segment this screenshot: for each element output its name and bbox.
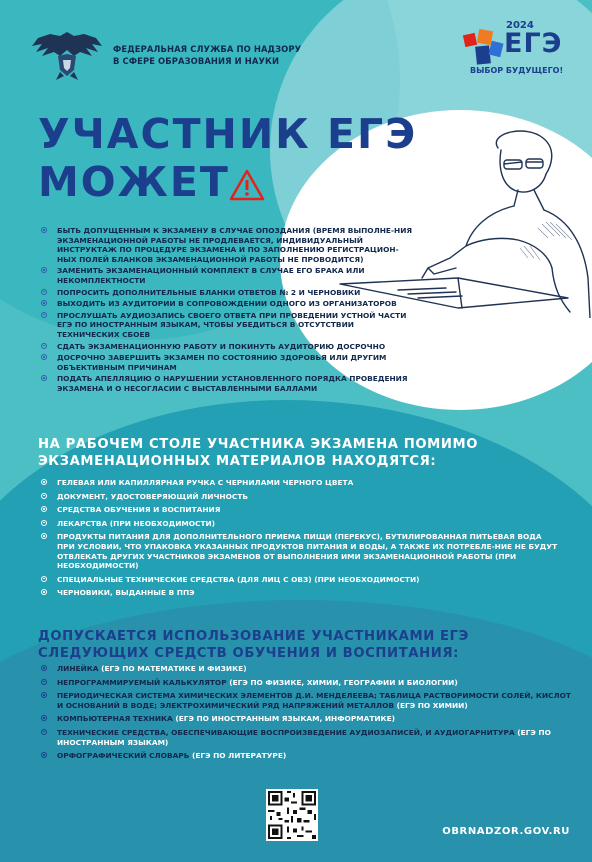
list-item-note: (ЕГЭ ПО ИНОСТРАННЫМ ЯЗЫКАМ) xyxy=(57,727,551,747)
section-heading: ДОПУСКАЕТСЯ ИСПОЛЬЗОВАНИЕ УЧАСТНИКАМИ ЕГЭ СЛЕДУЮЩИХ СРЕДСТВ ОБУЧЕНИЯ И ВОСПИТАНИЯ: xyxy=(38,629,469,661)
bullet-icon xyxy=(41,493,47,499)
bullet-icon xyxy=(41,312,47,318)
list-item xyxy=(38,353,418,372)
list-item xyxy=(38,288,418,298)
rights-list xyxy=(38,226,418,396)
list-item-note: (ЕГЭ ПО ФИЗИКЕ, ХИМИИ, ГЕОГРАФИИ И БИОЛОГИИ) xyxy=(229,677,458,687)
list-item xyxy=(38,266,418,285)
list-item-text: ПЕРИОДИЧЕСКАЯ СИСТЕМА ХИМИЧЕСКИХ ЭЛЕМЕНТОВ Д.И. МЕНДЕЛЕЕВА; ТАБЛИЦА РАСТВОРИМОСТИ СОЛЕЙ, КИСЛОТ И ОСНОВАНИЙ В ВОДЕ; ЭЛЕКТРОХИМИЧЕСКИЙ РЯД НАПРЯЖЕНИЙ МЕТАЛЛОВ xyxy=(57,691,571,710)
bullet-icon xyxy=(41,729,47,735)
bullet-icon xyxy=(41,479,47,485)
list-item-text: НЕПРОГРАММИРУЕМЫЙ КАЛЬКУЛЯТОР xyxy=(57,677,227,687)
list-item xyxy=(38,664,578,674)
list-item xyxy=(38,478,558,488)
bullet-icon xyxy=(41,576,47,582)
bullet-icon xyxy=(41,267,47,273)
list-item-text: ЧЕРНОВИКИ, ВЫДАННЫЕ В ППЭ xyxy=(57,588,195,598)
list-item-text: ДОСРОЧНО ЗАВЕРШИТЬ ЭКЗАМЕН ПО СОСТОЯНИЮ ЗДОРОВЬЯ ИЛИ ДРУГИМ ОБЪЕКТИВНЫМ ПРИЧИНАМ xyxy=(57,353,387,372)
list-item-text: СДАТЬ ЭКЗАМЕНАЦИОННУЮ РАБОТУ И ПОКИНУТЬ АУДИТОРИЮ ДОСРОЧНО xyxy=(57,341,386,351)
bullet-icon xyxy=(41,227,47,233)
organization-line: ФЕДЕРАЛЬНАЯ СЛУЖБА ПО НАДЗОРУ xyxy=(113,44,302,54)
bullet-icon xyxy=(41,715,47,721)
bullet-icon xyxy=(41,665,47,671)
list-item xyxy=(38,532,558,570)
list-item xyxy=(38,505,558,515)
list-item-text: ВЫХОДИТЬ ИЗ АУДИТОРИИ В СОПРОВОЖДЕНИИ ОДНОГО ИЗ ОРГАНИЗАТОРОВ xyxy=(57,299,397,309)
website-link[interactable]: OBRNADZOR.GOV.RU xyxy=(442,826,570,837)
bullet-icon xyxy=(41,506,47,512)
bullet-icon xyxy=(41,375,47,381)
list-item-note: (ЕГЭ ПО ИНОСТРАННЫМ ЯЗЫКАМ, ИНФОРМАТИКЕ) xyxy=(175,714,396,724)
qr-code[interactable] xyxy=(266,789,318,841)
list-item-text: ДОКУМЕНТ, УДОСТОВЕРЯЮЩИЙ ЛИЧНОСТЬ xyxy=(57,491,248,501)
ege-logo-year: 2024 xyxy=(506,20,534,31)
desk-items-list xyxy=(38,478,558,602)
list-item-note: (ЕГЭ ПО ХИМИИ) xyxy=(396,700,468,710)
organization-line: В СФЕРЕ ОБРАЗОВАНИЯ И НАУКИ xyxy=(113,56,280,66)
bullet-icon xyxy=(41,289,47,295)
list-item-note: (ЕГЭ ПО МАТЕМАТИКЕ И ФИЗИКЕ) xyxy=(101,664,247,673)
list-item xyxy=(38,691,578,710)
list-item xyxy=(38,342,418,352)
list-item-text: ТЕХНИЧЕСКИЕ СРЕДСТВА, ОБЕСПЕЧИВАЮЩИЕ ВОСПРОИЗВЕДЕНИЕ АУДИОЗАПИСЕЙ, И АУДИОГАРНИТУРА xyxy=(57,727,515,737)
list-item xyxy=(38,751,578,761)
list-item-text: КОМПЬЮТЕРНАЯ ТЕХНИКА xyxy=(57,714,173,724)
section-heading: НА РАБОЧЕМ СТОЛЕ УЧАСТНИКА ЭКЗАМЕНА ПОМИМО ЭКЗАМЕНАЦИОННЫХ МАТЕРИАЛОВ НАХОДЯТСЯ: xyxy=(38,437,479,469)
list-item-text: ЗАМЕНИТЬ ЭКЗАМЕНАЦИОННЫЙ КОМПЛЕКТ В СЛУЧАЕ ЕГО БРАКА ИЛИ НЕКОМПЛЕКТНОСТИ xyxy=(57,266,365,285)
list-item-text: ЛЕКАРСТВА (ПРИ НЕОБХОДИМОСТИ) xyxy=(57,518,216,528)
list-item-text: ОРФОГРАФИЧЕСКИЙ СЛОВАРЬ xyxy=(57,751,190,761)
list-item xyxy=(38,519,558,529)
list-item-text: ПОПРОСИТЬ ДОПОЛНИТЕЛЬНЫЕ БЛАНКИ ОТВЕТОВ № 2 И ЧЕРНОВИКИ xyxy=(57,287,361,297)
list-item-text: БЫТЬ ДОПУЩЕННЫМ К ЭКЗАМЕНУ В СЛУЧАЕ ОПОЗДАНИЯ (ВРЕМЯ ВЫПОЛНЕ-НИЯ ЭКЗАМЕНАЦИОННОЙ РАБОТЫ НЕ ПРОДЛЕВАЕТСЯ, ИНДИВИДУАЛЬНЫЙ ИНСТРУКТАЖ ПО ПРОЦЕДУРЕ ЭКЗАМЕНА И ПО ЗАПОЛНЕНИЮ РЕГИСТРАЦИОН-НЫХ ПОЛЕЙ БЛАНКОВ ЭКЗАМЕНАЦИОННОЙ РАБОТЫ НЕ ПРОВОДИТСЯ) xyxy=(57,226,413,264)
bullet-icon xyxy=(41,354,47,360)
list-item xyxy=(38,714,578,724)
bullet-icon xyxy=(41,300,47,306)
list-item xyxy=(38,588,558,598)
bullet-icon xyxy=(41,752,47,758)
list-item xyxy=(38,678,578,688)
title-line: МОЖЕТ xyxy=(38,158,230,206)
title-line: УЧАСТНИК ЕГЭ xyxy=(38,110,418,158)
list-item-note: (ЕГЭ ПО ЛИТЕРАТУРЕ) xyxy=(191,751,287,761)
bullet-icon xyxy=(41,679,47,685)
list-item-text: ПОДАТЬ АПЕЛЛЯЦИЮ О НАРУШЕНИИ УСТАНОВЛЕННОГО ПОРЯДКА ПРОВЕДЕНИЯ ЭКЗАМЕНА И О НЕСОГЛАСИИ С ВЫСТАВЛЕННЫМИ БАЛЛАМИ xyxy=(57,374,408,393)
list-item-text: СРЕДСТВА ОБУЧЕНИЯ И ВОСПИТАНИЯ xyxy=(57,505,221,515)
bullet-icon xyxy=(41,692,47,698)
list-item-text: ПРОДУКТЫ ПИТАНИЯ ДЛЯ ДОПОЛНИТЕЛЬНОГО ПРИЕМА ПИЩИ (ПЕРЕКУС), БУТИЛИРОВАННАЯ ПИТЬЕВАЯ ВОДА ПРИ УСЛОВИИ, ЧТО УПАКОВКА УКАЗАННЫХ ПРОДУКТОВ ПИТАНИЯ И ВОДЫ, А ТАКЖЕ ИХ ПОТРЕБЛЕ-НИЕ НЕ БУДУТ ОТВЛЕКАТЬ ДРУГИХ УЧАСТНИКОВ ЭКЗАМЕНОВ ОТ ВЫПОЛНЕНИЯ ИМИ ЭКЗАМЕНАЦИОННОЙ РАБОТЫ (ПРИ НЕОБХОДИМОСТИ) xyxy=(57,532,558,571)
rosobrnadzor-emblem-icon xyxy=(30,26,104,84)
list-item xyxy=(38,374,418,393)
list-item xyxy=(38,299,418,309)
list-item-text: ПРОСЛУШАТЬ АУДИОЗАПИСЬ СВОЕГО ОТВЕТА ПРИ ПРОВЕДЕНИИ УСТНОЙ ЧАСТИ ЕГЭ ПО ИНОСТРАННЫМ ЯЗЫКАМ, ЧТОБЫ УБЕДИТЬСЯ В ОТСУТСТВИИ ТЕХНИЧЕСКИХ СБОЕВ xyxy=(57,310,407,339)
allowed-aids-list xyxy=(38,664,578,765)
list-item xyxy=(38,575,558,585)
bullet-icon xyxy=(41,343,47,349)
list-item-text: СПЕЦИАЛЬНЫЕ ТЕХНИЧЕСКИЕ СРЕДСТВА (ДЛЯ ЛИЦ С ОВЗ) (ПРИ НЕОБХОДИМОСТИ) xyxy=(57,574,420,584)
bullet-icon xyxy=(41,533,47,539)
list-item-text: ГЕЛЕВАЯ ИЛИ КАПИЛЛЯРНАЯ РУЧКА С ЧЕРНИЛАМИ ЧЕРНОГО ЦВЕТА xyxy=(57,478,354,487)
list-item-text: ЛИНЕЙКА xyxy=(57,664,99,673)
ege-logo-slogan: ВЫБОР БУДУЩЕГО! xyxy=(470,66,564,75)
list-item xyxy=(38,311,418,340)
ege-logo-text: ЕГЭ xyxy=(504,28,563,59)
bullet-icon xyxy=(41,589,47,595)
warning-icon xyxy=(228,168,266,202)
list-item xyxy=(38,226,418,264)
bullet-icon xyxy=(41,520,47,526)
organization-name xyxy=(113,43,301,67)
list-item xyxy=(38,728,578,747)
list-item xyxy=(38,492,558,502)
